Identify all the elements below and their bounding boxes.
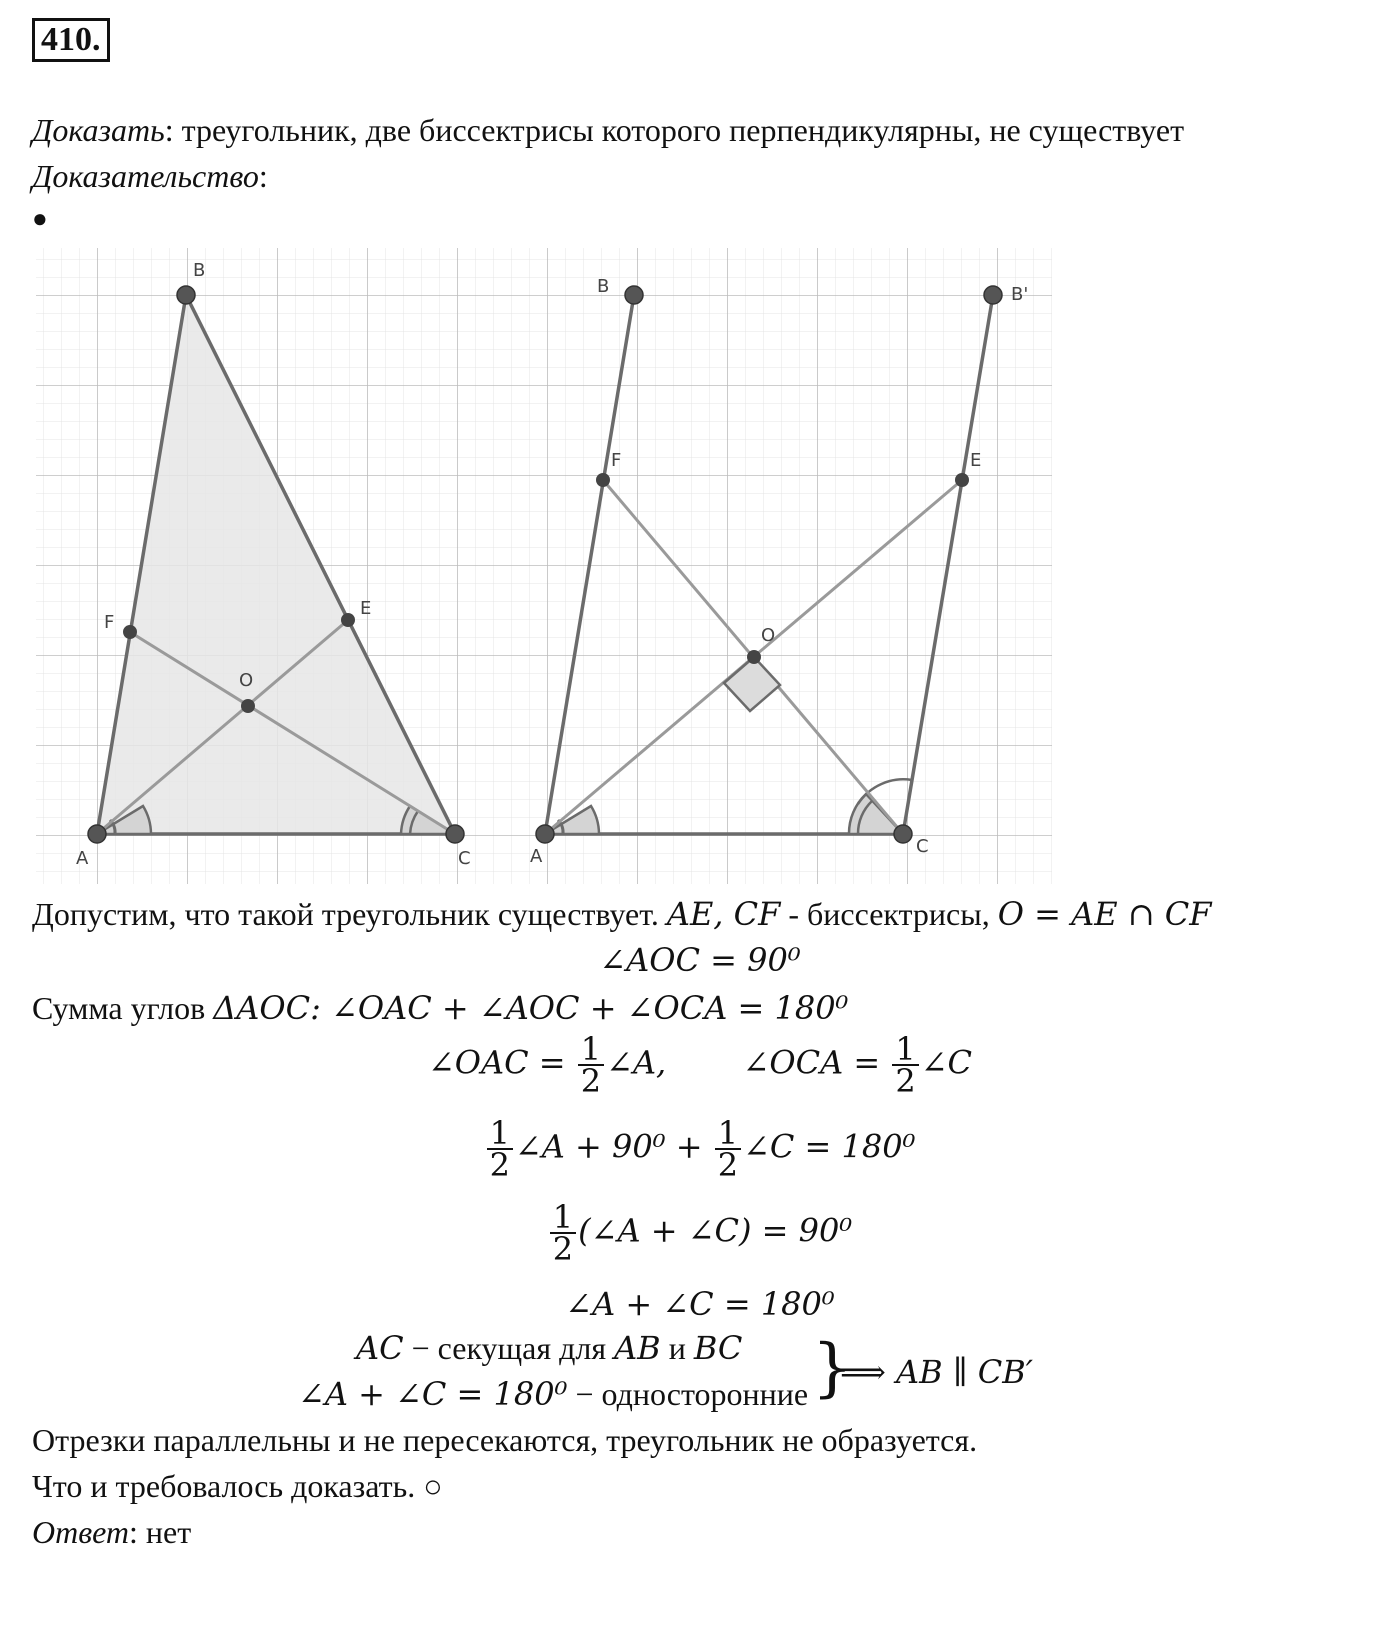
label-f: F bbox=[104, 612, 115, 633]
label-o-right: O bbox=[761, 625, 776, 646]
sys1-ab: AB bbox=[614, 1329, 661, 1367]
fraction-half-3 bbox=[550, 1198, 576, 1268]
sys1-ac: AC bbox=[356, 1329, 404, 1367]
point-f bbox=[123, 625, 137, 639]
geometry-figure bbox=[36, 248, 1056, 888]
system-line-1 bbox=[356, 1328, 742, 1368]
angle-sum-line bbox=[32, 988, 848, 1028]
angle-aoc-line: ∠AOC = 90⁰ bbox=[599, 941, 801, 979]
sum-text: Сумма углов bbox=[32, 990, 214, 1026]
frac-num: 1 bbox=[578, 1034, 604, 1066]
label-b: B bbox=[193, 260, 206, 281]
prove-statement bbox=[32, 110, 1184, 150]
assume-mid-text: - биссектрисы, bbox=[780, 896, 998, 932]
point-o bbox=[241, 699, 255, 713]
answer-label: Ответ bbox=[32, 1514, 129, 1550]
frac-den: 2 bbox=[717, 1146, 739, 1184]
conclusion-line: Отрезки параллельны и не пересекаются, треугольник не образуется. bbox=[32, 1422, 978, 1458]
eq1-end: ∠C bbox=[920, 1043, 973, 1082]
eq2-b: ∠C = 180⁰ bbox=[743, 1127, 916, 1166]
sum-180-line: ∠A + ∠C = 180⁰ bbox=[565, 1285, 835, 1323]
point-o-right bbox=[747, 650, 761, 664]
fraction-half-2 bbox=[715, 1114, 741, 1184]
proof-colon: : bbox=[258, 158, 268, 194]
label-e-right: E bbox=[970, 450, 982, 471]
half-angles-line bbox=[0, 1030, 1400, 1100]
point-a-right bbox=[536, 825, 554, 843]
eq2-a: ∠A + 90⁰ + bbox=[514, 1127, 703, 1166]
eq1-left: ∠OAC = bbox=[427, 1043, 566, 1082]
point-b bbox=[177, 286, 195, 304]
answer-text: : нет bbox=[129, 1514, 192, 1550]
point-b-right bbox=[625, 286, 643, 304]
substitution-line bbox=[0, 1114, 1400, 1184]
proof-heading bbox=[32, 156, 268, 196]
point-e-right bbox=[955, 473, 969, 487]
point-f-right bbox=[596, 473, 610, 487]
sys2-text: − односторонние bbox=[567, 1376, 809, 1412]
prove-label: Доказать bbox=[32, 112, 165, 148]
label-o: O bbox=[239, 670, 254, 691]
frac-den: 2 bbox=[895, 1062, 916, 1100]
prove-text: : треугольник, две биссектрисы которого перпендикулярны, не существует bbox=[164, 112, 1185, 148]
system-result: ⟹ AB ∥ CB′ bbox=[840, 1353, 1034, 1391]
problem-number: 410. bbox=[32, 18, 110, 62]
label-a-right: A bbox=[530, 846, 543, 867]
sys2-math: ∠A + ∠C = 180⁰ bbox=[298, 1375, 568, 1413]
eq1-right: ∠OCA = bbox=[742, 1043, 881, 1082]
sys1-and: и bbox=[660, 1330, 694, 1366]
frac-num: 1 bbox=[550, 1202, 576, 1234]
system-line-2 bbox=[298, 1374, 808, 1414]
eq1-mid: ∠A, bbox=[606, 1043, 667, 1082]
frac-num: 1 bbox=[715, 1118, 741, 1150]
proof-label: Доказательство bbox=[32, 158, 259, 194]
sys1-bc: BC bbox=[693, 1329, 743, 1367]
simplified-line bbox=[0, 1198, 1400, 1268]
point-a bbox=[88, 825, 106, 843]
label-a: A bbox=[76, 848, 89, 869]
label-b-right: B bbox=[597, 276, 610, 297]
label-c: C bbox=[458, 848, 471, 869]
eq3: (∠A + ∠C) = 90⁰ bbox=[578, 1211, 853, 1250]
qed-line: Что и требовалось доказать. ○ bbox=[32, 1468, 443, 1504]
assumption-line bbox=[32, 894, 1211, 934]
frac-den: 2 bbox=[580, 1062, 602, 1100]
sys1-text: − секущая для bbox=[403, 1330, 615, 1366]
sum-math: ΔAOC: ∠OAC + ∠AOC + ∠OCA = 180⁰ bbox=[213, 989, 849, 1027]
label-c-right: C bbox=[916, 836, 929, 857]
label-f-right: F bbox=[611, 450, 622, 471]
fraction-half-c bbox=[892, 1030, 918, 1100]
fraction-half-a bbox=[578, 1030, 604, 1100]
frac-num: 1 bbox=[487, 1118, 513, 1150]
frac-num: 1 bbox=[892, 1034, 918, 1066]
label-e: E bbox=[360, 598, 372, 619]
point-c bbox=[446, 825, 464, 843]
frac-den: 2 bbox=[489, 1146, 510, 1184]
point-e bbox=[341, 613, 355, 627]
assume-math-intersection: O = AE ∩ CF bbox=[997, 895, 1212, 933]
fraction-half-1 bbox=[487, 1114, 513, 1184]
assume-text: Допустим, что такой треугольник существует. bbox=[32, 896, 667, 932]
label-b-prime: B' bbox=[1011, 284, 1029, 305]
answer-line bbox=[32, 1512, 191, 1552]
bullet: ● bbox=[32, 204, 48, 233]
frac-den: 2 bbox=[552, 1230, 574, 1268]
system-brace: } bbox=[812, 1331, 853, 1405]
point-c-right bbox=[894, 825, 912, 843]
assume-math-bisectors: AE, CF bbox=[666, 895, 781, 933]
point-b-prime bbox=[984, 286, 1002, 304]
